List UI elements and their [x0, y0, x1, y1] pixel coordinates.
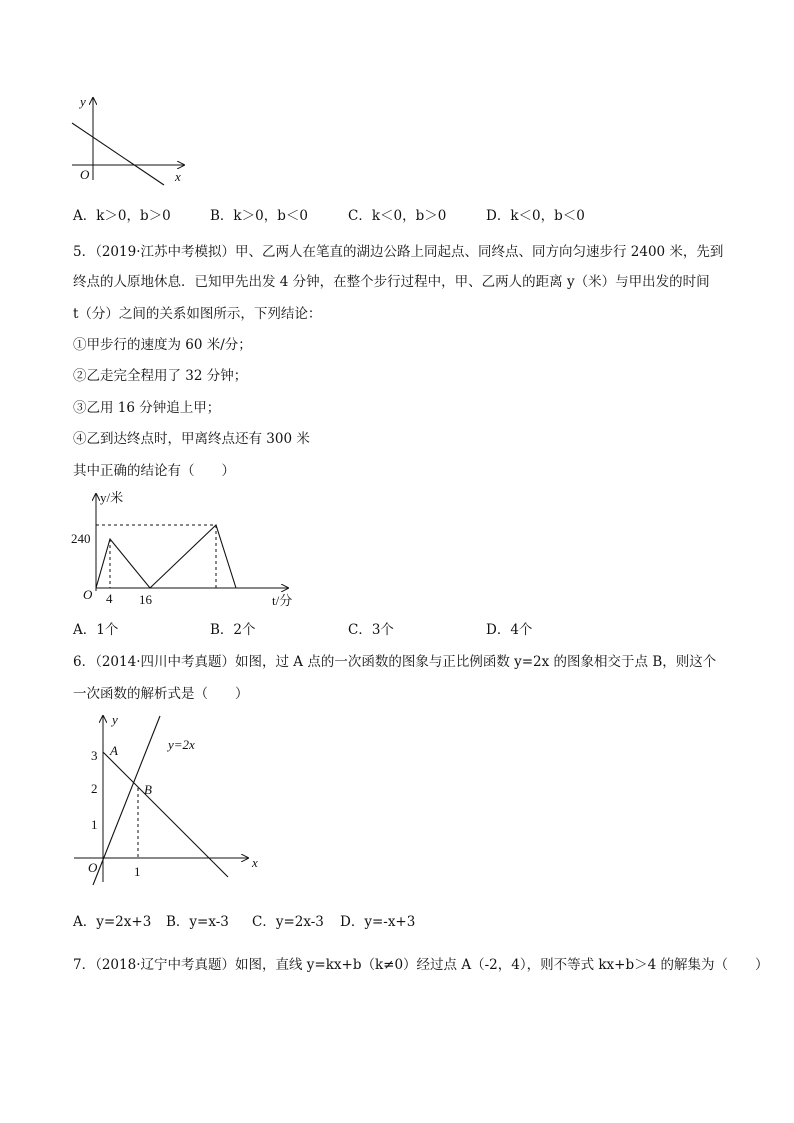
q6-x-label: x	[252, 855, 258, 870]
q6-stem-line-2: 一次函数的解析式是（ ）	[73, 686, 249, 702]
q5-conclusion-1: ①甲步行的速度为 60 米/分；	[73, 337, 252, 353]
q6-option-c: C．y=2x-3	[252, 914, 324, 930]
q6-option-a: A．y=2x+3	[73, 914, 152, 930]
q4-option-a: A．k＞0，b＞0	[73, 208, 171, 224]
q5-stem-line-2: 终点的人原地休息．已知甲先出发 4 分钟，在整个步行过程中，甲、乙两人的距离 y（米）与甲出发的时间	[73, 274, 710, 290]
q5-y-tick-240: 240	[71, 531, 91, 546]
q6-stem-line-1: 6．（2014·四川中考真题）如图，过 A 点的一次函数的图象与正比例函数 y=2x 的图象相交于点 B，则这个	[73, 654, 717, 670]
q4-x-label: x	[175, 169, 181, 184]
q6-point-a-label: A	[110, 743, 118, 758]
q6-x-tick-1: 1	[134, 864, 141, 879]
q5-distance-polyline	[96, 525, 236, 588]
q6-line-label: y=2x	[168, 737, 195, 752]
q6-option-b: B．y=x-3	[166, 914, 229, 930]
q4-y-label: y	[80, 94, 86, 109]
q5-graph	[70, 488, 310, 613]
q5-option-a: A．1个	[73, 622, 119, 638]
q6-point-b-label: B	[144, 782, 152, 797]
q6-origin-label: O	[88, 860, 98, 875]
q6-y-tick-1: 1	[91, 817, 98, 832]
q5-option-c: C．3个	[348, 622, 394, 638]
q6-option-d: D．y=-x+3	[340, 914, 416, 930]
q5-x-tick-4: 4	[106, 591, 113, 606]
q6-graph	[70, 710, 270, 900]
q4-option-c: C．k＜0，b＞0	[348, 208, 447, 224]
q5-x-tick-16: 16	[139, 592, 152, 607]
q5-stem-line-1: 5．（2019·江苏中考模拟）甲、乙两人在笔直的湖边公路上同起点、同终点、同方向匀速步行 2400 米，先到	[73, 244, 724, 260]
q4-graph	[60, 92, 200, 192]
q4-option-b: B．k＞0，b＜0	[210, 208, 308, 224]
q4-option-d: D．k＜0，b＜0	[486, 208, 585, 224]
q5-stem-line-3: t（分）之间的关系如图所示，下列结论：	[73, 306, 322, 322]
q6-y-label: y	[112, 712, 118, 727]
q5-option-b: B．2个	[210, 622, 256, 638]
q5-y-label: y/米	[100, 490, 124, 505]
q5-question: 其中正确的结论有（ ）	[73, 463, 235, 479]
q5-conclusion-4: ④乙到达终点时，甲离终点还有 300 米	[73, 431, 310, 447]
q5-option-d: D．4个	[486, 622, 533, 638]
q5-x-label: t/分	[272, 593, 293, 608]
q4-origin-label: O	[80, 167, 90, 182]
q6-y-tick-2: 2	[91, 781, 98, 796]
q6-y-tick-3: 3	[91, 748, 98, 763]
q5-origin-label: O	[83, 587, 93, 602]
q5-conclusion-3: ③乙用 16 分钟追上甲；	[73, 400, 221, 416]
q7-stem: 7．（2018·辽宁中考真题）如图，直线 y=kx+b（k≠0）经过点 A（-2，4），则不等式 kx+b＞4 的解集为（ ）	[73, 957, 769, 973]
q5-conclusion-2: ②乙走完全程用了 32 分钟；	[73, 368, 248, 384]
